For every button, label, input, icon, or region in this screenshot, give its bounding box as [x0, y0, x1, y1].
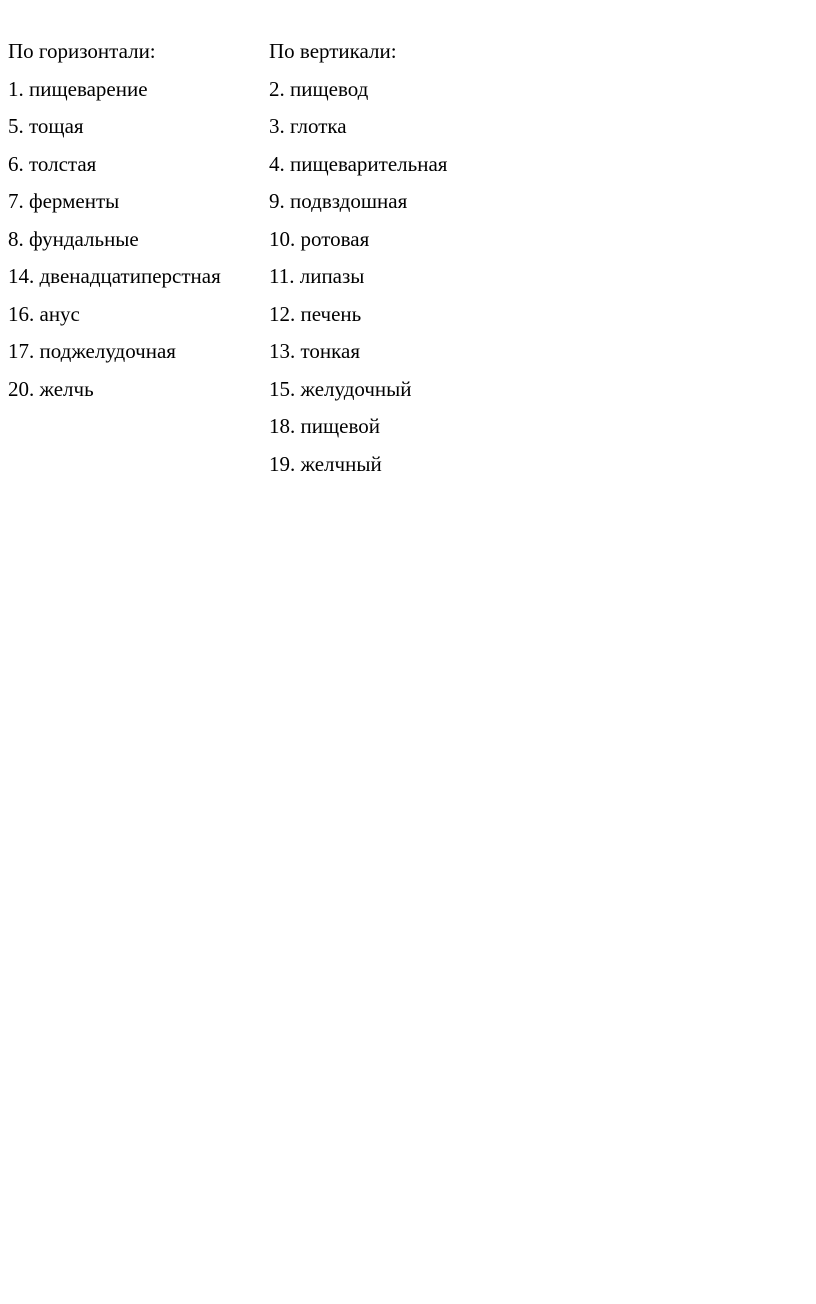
down-answer: 11. липазы [269, 264, 365, 288]
across-heading: По горизонтали: [8, 39, 156, 63]
down-answer: 3. глотка [269, 114, 347, 138]
down-answer: 12. печень [269, 301, 362, 326]
down-answer: 19. желчный [269, 451, 382, 476]
across-answer: 7. ферменты [8, 189, 120, 213]
across-answer: 17. поджелудочная [8, 339, 176, 363]
across-answer: 5. тощая [8, 114, 84, 138]
across-answer: 1. пищеварение [8, 76, 148, 101]
down-answer: 18. пищевой [269, 414, 380, 438]
across-answer: 20. желчь [8, 376, 94, 401]
down-answer: 2. пищевод [269, 76, 369, 101]
down-heading: По вертикали: [269, 39, 397, 63]
across-answer: 14. двенадцатиперстная [8, 264, 221, 288]
down-answer: 13. тонкая [269, 339, 361, 363]
down-answer: 15. желудочный [269, 376, 412, 401]
across-answer: 6. толстая [8, 151, 97, 176]
down-answers-column [269, 33, 447, 483]
across-answer: 8. фундальные [8, 226, 139, 251]
across-answers-column [8, 33, 221, 408]
across-answer: 16. анус [8, 301, 80, 326]
down-answer: 4. пищеварительная [269, 151, 448, 176]
down-answer: 10. ротовая [269, 226, 370, 251]
down-answer: 9. подвздошная [269, 189, 408, 213]
